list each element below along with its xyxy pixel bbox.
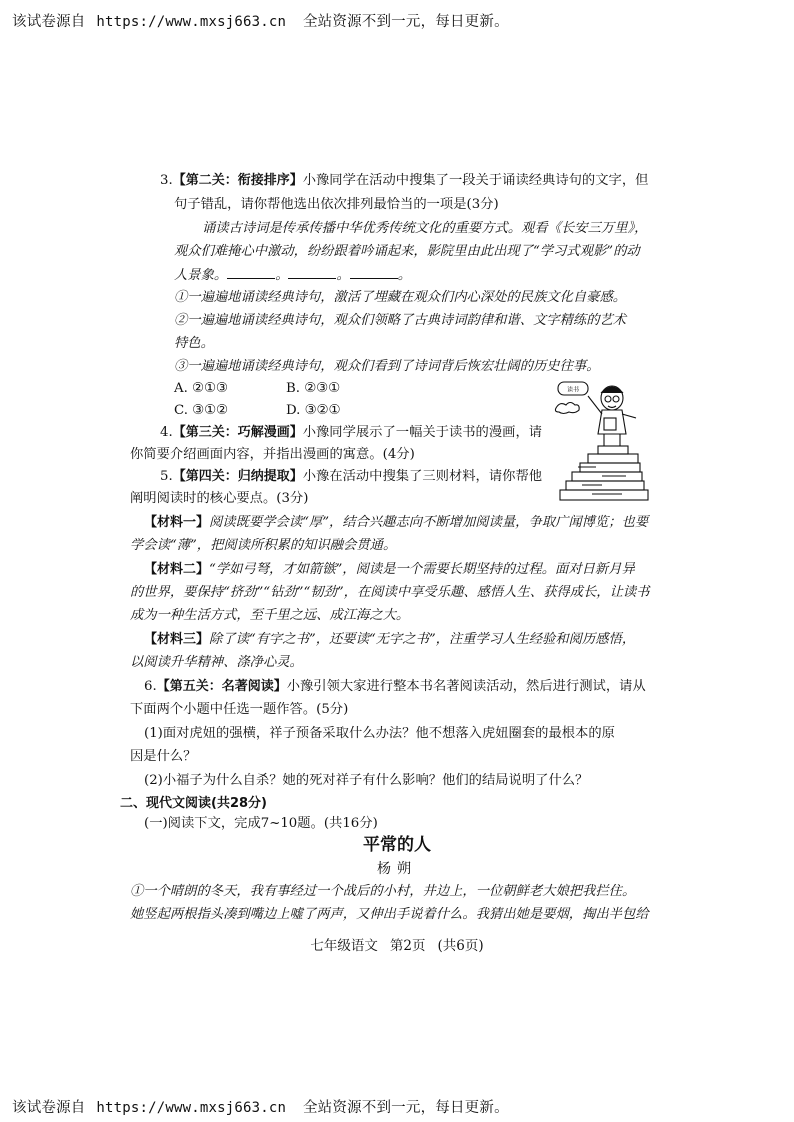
- q3-option-a: A. ②①③: [174, 381, 228, 396]
- material-2-text: “学如弓弩，才如箭镞”，阅读是一个需要长期坚持的过程。面对日新月异: [209, 562, 635, 577]
- banner-url-link[interactable]: https://www.mxsj663.cn: [96, 1100, 287, 1116]
- article-title: 平常的人: [363, 835, 431, 855]
- section-2-subheading: (一)阅读下文，完成7~10题。(共16分): [144, 816, 378, 831]
- material-3-line2: 以阅读升华精神、涤净心灵。: [130, 655, 303, 670]
- cartoon-bubble-text: 读书: [566, 386, 580, 394]
- q3-number: 3.: [160, 173, 173, 188]
- q6-line1: [144, 678, 646, 696]
- q6-line2: 下面两个小题中任选一题作答。(5分): [130, 702, 349, 717]
- material-2-line3: 成为一种生活方式，至千里之远、成江海之大。: [130, 608, 410, 623]
- q5-number: 5.: [160, 469, 173, 484]
- footer-page-number: 第2页: [389, 938, 426, 954]
- cartoon-book-5: [566, 481, 644, 490]
- q5-tag: 【第四关：归纳提取】: [172, 469, 303, 484]
- q3-option-c: C. ③①②: [174, 403, 228, 418]
- q3-blank-sep-3: 。: [397, 268, 412, 283]
- material-2-tag: 【材料二】: [144, 562, 210, 577]
- footer-total-pages: (共6页): [437, 938, 484, 954]
- q3-sentence-2a: ②一遍遍地诵读经典诗句，观众们领略了古典诗词韵律和谐、文字精练的艺术: [174, 313, 627, 328]
- material-1-line2: 学会读“薄”，把阅读所积累的知识融会贯通。: [130, 538, 397, 553]
- q5-text: 小豫在活动中搜集了三则材料，请你帮他: [302, 469, 543, 484]
- q3-option-b: B. ②③①: [286, 381, 340, 396]
- material-3-tag: 【材料三】: [144, 632, 210, 647]
- q3-sentence-1: ①一遍遍地诵读经典诗句，激活了埋藏在观众们内心深处的民族文化自豪感。: [174, 290, 627, 305]
- q3-passage-text: 人景象。: [174, 268, 228, 283]
- footer-grade: 七年级语文: [310, 938, 378, 954]
- q3-blank-sep-2: 。: [336, 268, 350, 283]
- q3-tag: 【第二关：衔接排序】: [172, 173, 303, 188]
- q3-text: 小豫同学在活动中搜集了一段关于诵读经典诗句的文字，但: [302, 173, 649, 188]
- q3-line1: [160, 172, 648, 190]
- q3-passage-line3: [174, 266, 411, 285]
- material-2-line2: 的世界，要保持“挤劲”“钻劲”“韧劲”，在阅读中享受乐趣、感悟人生、获得成长，让读书: [130, 585, 650, 600]
- q3-line2: 句子错乱，请你帮他选出依次排列最恰当的一项是(3分): [174, 197, 499, 212]
- article-paragraph-1b: 她竖起两根指头凑到嘴边上嘘了两声，又伸出手说着什么。我猜出她是要烟，掏出半包给: [130, 907, 649, 922]
- banner-text-right: 全站资源不到一元，每日更新。: [302, 1100, 509, 1116]
- material-1-tag: 【材料一】: [144, 515, 210, 530]
- answer-blank-3: [350, 266, 398, 279]
- cartoon-cloud: [555, 403, 579, 414]
- article-paragraph-1a: ①一个晴朗的冬天，我有事经过一个战后的小村，井边上，一位朝鲜老大娘把我拦住。: [130, 884, 636, 899]
- q6-text: 小豫引领大家进行整本书名著阅读活动，然后进行测试，请从: [286, 679, 646, 694]
- page-footer: [0, 934, 794, 954]
- cartoon-book-2: [588, 454, 638, 463]
- material-1-line1: [144, 514, 648, 532]
- q3-passage-line1: 诵读古诗词是传承传播中华优秀传统文化的重要方式。观看《长安三万里》，: [202, 221, 648, 236]
- material-3-line1: [144, 631, 635, 649]
- q5-line2: 阐明阅读时的核心要点。(3分): [130, 491, 309, 506]
- answer-blank-2: [288, 266, 336, 279]
- q3-sentence-2b: 特色。: [174, 336, 214, 351]
- q4-text: 小豫同学展示了一幅关于读书的漫画，请: [302, 425, 543, 440]
- q6-number: 6.: [144, 679, 157, 694]
- banner-url-link[interactable]: https://www.mxsj663.cn: [96, 14, 287, 30]
- bottom-banner: [12, 1096, 509, 1117]
- q6-subquestion-1b: 因是什么？: [130, 749, 197, 764]
- material-2-line1: [144, 561, 635, 579]
- q4-tag: 【第三关：巧解漫画】: [172, 425, 303, 440]
- section-2-heading: 二、现代文阅读(共28分): [120, 796, 267, 811]
- q3-blank-sep-1: 。: [275, 268, 289, 283]
- q3-passage-line2: 观众们难掩心中激动，纷纷跟着吟诵起来，影院里由此出现了“学习式观影”的动: [174, 244, 640, 259]
- material-3-text: 除了读“有字之书”，还要读“无字之书”，注重学习人生经验和阅历感悟，: [209, 632, 636, 647]
- q4-number: 4.: [160, 425, 173, 440]
- q6-subquestion-1a: (1)面对虎妞的强横，祥子预备采取什么办法？他不想落入虎妞圈套的最根本的原: [144, 726, 615, 741]
- banner-text-left: 该试卷源自: [12, 1100, 86, 1116]
- q6-subquestion-2: (2)小福子为什么自杀？她的死对祥子有什么影响？他们的结局说明了什么？: [144, 773, 589, 788]
- article-author: 杨朔: [377, 861, 417, 877]
- q5-line1: [160, 468, 542, 486]
- q3-option-d: D. ③②①: [286, 403, 341, 418]
- cartoon-book-6: [560, 490, 648, 500]
- material-1-text: 阅读既要学会读“厚”，结合兴趣志向不断增加阅读量，争取广闻博览；也要: [209, 515, 649, 530]
- reading-cartoon-image: [552, 378, 664, 504]
- q3-sentence-3: ③一遍遍地诵读经典诗句，观众们看到了诗词背后恢宏壮阔的历史往事。: [174, 359, 600, 374]
- answer-blank-1: [227, 266, 275, 279]
- q4-line1: [160, 424, 542, 442]
- q6-tag: 【第五关：名著阅读】: [156, 679, 287, 694]
- cartoon-book-1: [598, 446, 628, 454]
- banner-text-right: 全站资源不到一元，每日更新。: [302, 14, 509, 30]
- q4-line2: 你简要介绍画面内容，并指出漫画的寓意。(4分): [130, 447, 415, 462]
- banner-text-left: 该试卷源自: [12, 14, 86, 30]
